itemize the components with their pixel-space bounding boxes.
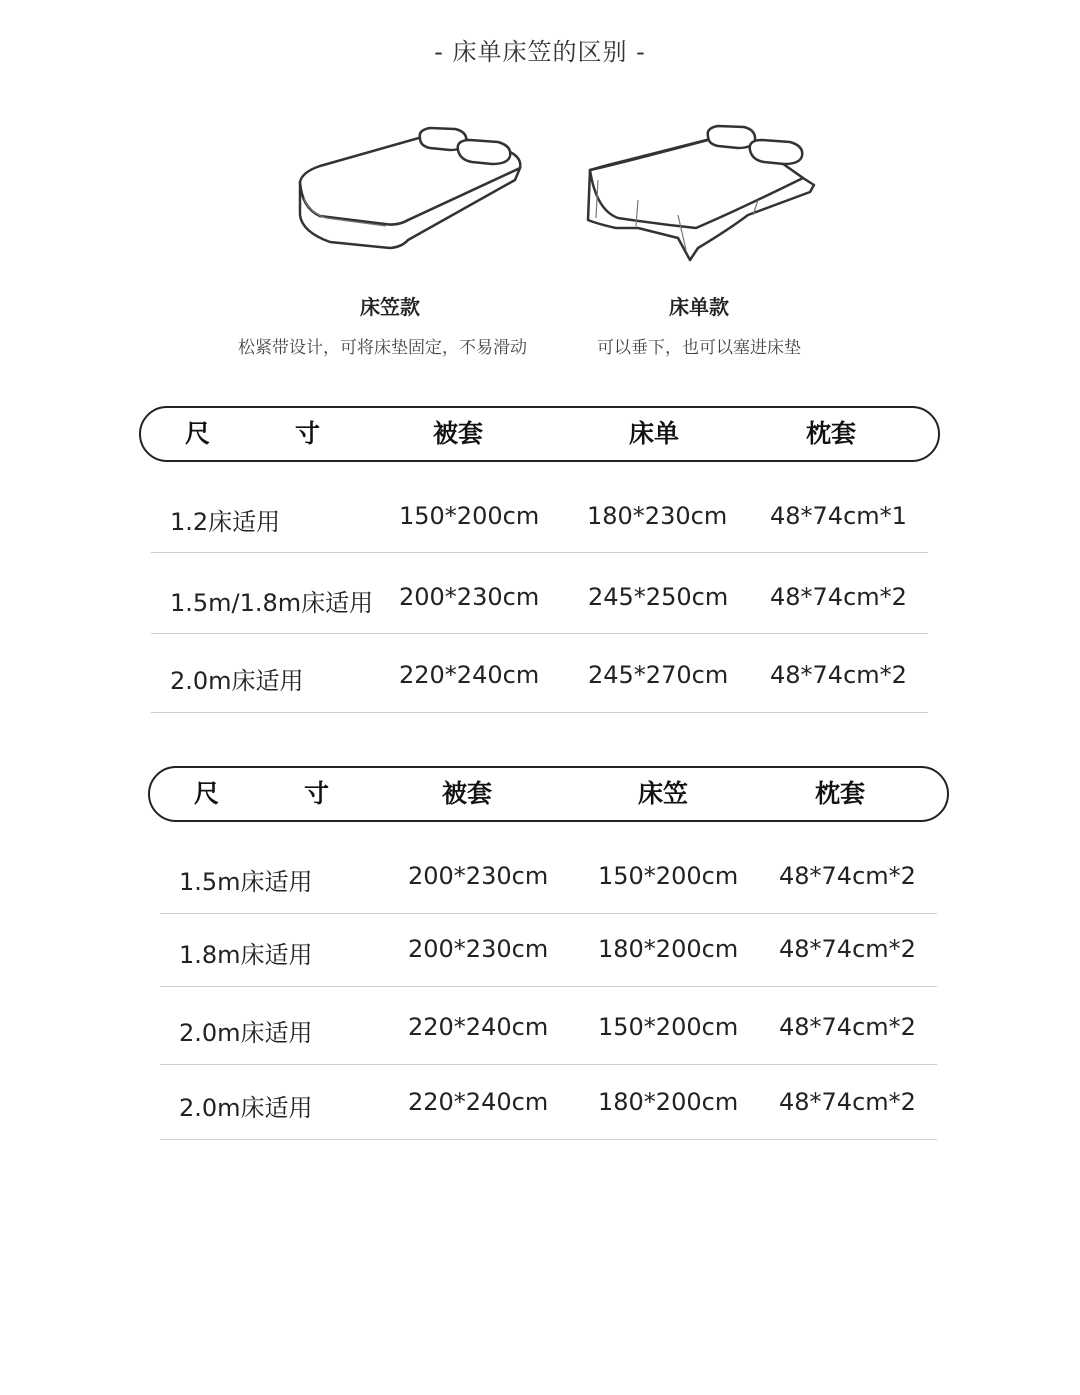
table1-divider (151, 552, 928, 553)
flat-sheet-desc: 可以垂下，也可以塞进床垫 (597, 338, 801, 358)
table2-row2-duvet: 200*230cm (408, 935, 549, 963)
table1-row3-pillowcase: 48*74cm*2 (770, 661, 907, 689)
table2-divider (160, 1139, 937, 1140)
table2-header-pillowcase: 枕套 (815, 779, 866, 808)
table1-row1-size: 1.2床适用 (170, 508, 281, 536)
table1-divider (151, 712, 928, 713)
table1-row3-duvet: 220*240cm (399, 661, 540, 689)
flat-sheet-label: 床单款 (669, 295, 729, 319)
table2-row1-fitted: 150*200cm (598, 862, 739, 890)
table2-row4-duvet: 220*240cm (408, 1088, 549, 1116)
fitted-sheet-bed-icon (290, 120, 530, 260)
table2-row3-pillowcase: 48*74cm*2 (779, 1013, 916, 1041)
table1-header-duvet: 被套 (433, 419, 484, 448)
table1-row1-pillowcase: 48*74cm*1 (770, 502, 907, 530)
table2-header-fitted: 床笠 (638, 779, 689, 808)
table1-row1-sheet: 180*230cm (587, 502, 728, 530)
table2-row3-size: 2.0m床适用 (179, 1019, 313, 1047)
table2-row4-pillowcase: 48*74cm*2 (779, 1088, 916, 1116)
table2-row1-duvet: 200*230cm (408, 862, 549, 890)
table2-header-duvet: 被套 (442, 779, 493, 808)
fitted-sheet-desc: 松紧带设计，可将床垫固定，不易滑动 (238, 338, 527, 358)
table1-header-size: 尺 寸 (185, 419, 351, 448)
table1-row2-duvet: 200*230cm (399, 583, 540, 611)
table1-divider (151, 633, 928, 634)
table2-row4-size: 2.0m床适用 (179, 1094, 313, 1122)
table2-row1-pillowcase: 48*74cm*2 (779, 862, 916, 890)
table1-header-pillowcase: 枕套 (806, 419, 857, 448)
table1-row1-duvet: 150*200cm (399, 502, 540, 530)
table2-row1-size: 1.5m床适用 (179, 868, 313, 896)
table2-divider (160, 986, 937, 987)
table1-header (139, 406, 940, 462)
table2-row2-fitted: 180*200cm (598, 935, 739, 963)
table2-row2-pillowcase: 48*74cm*2 (779, 935, 916, 963)
flat-sheet-bed-icon (578, 120, 828, 270)
table1-row3-sheet: 245*270cm (588, 661, 729, 689)
table2-row3-fitted: 150*200cm (598, 1013, 739, 1041)
page-title: - 床单床笠的区别 - (434, 38, 646, 66)
table2-row2-size: 1.8m床适用 (179, 941, 313, 969)
table1-header-sheet: 床单 (629, 419, 680, 448)
table1-row2-pillowcase: 48*74cm*2 (770, 583, 907, 611)
fitted-sheet-label: 床笠款 (360, 295, 420, 319)
table2-divider (160, 913, 937, 914)
table2-header (148, 766, 949, 822)
table2-row4-fitted: 180*200cm (598, 1088, 739, 1116)
table1-row3-size: 2.0m床适用 (170, 667, 304, 695)
table2-header-size: 尺 寸 (194, 779, 360, 808)
table2-row3-duvet: 220*240cm (408, 1013, 549, 1041)
table1-row2-size: 1.5m/1.8m床适用 (170, 589, 374, 617)
table2-divider (160, 1064, 937, 1065)
table1-row2-sheet: 245*250cm (588, 583, 729, 611)
